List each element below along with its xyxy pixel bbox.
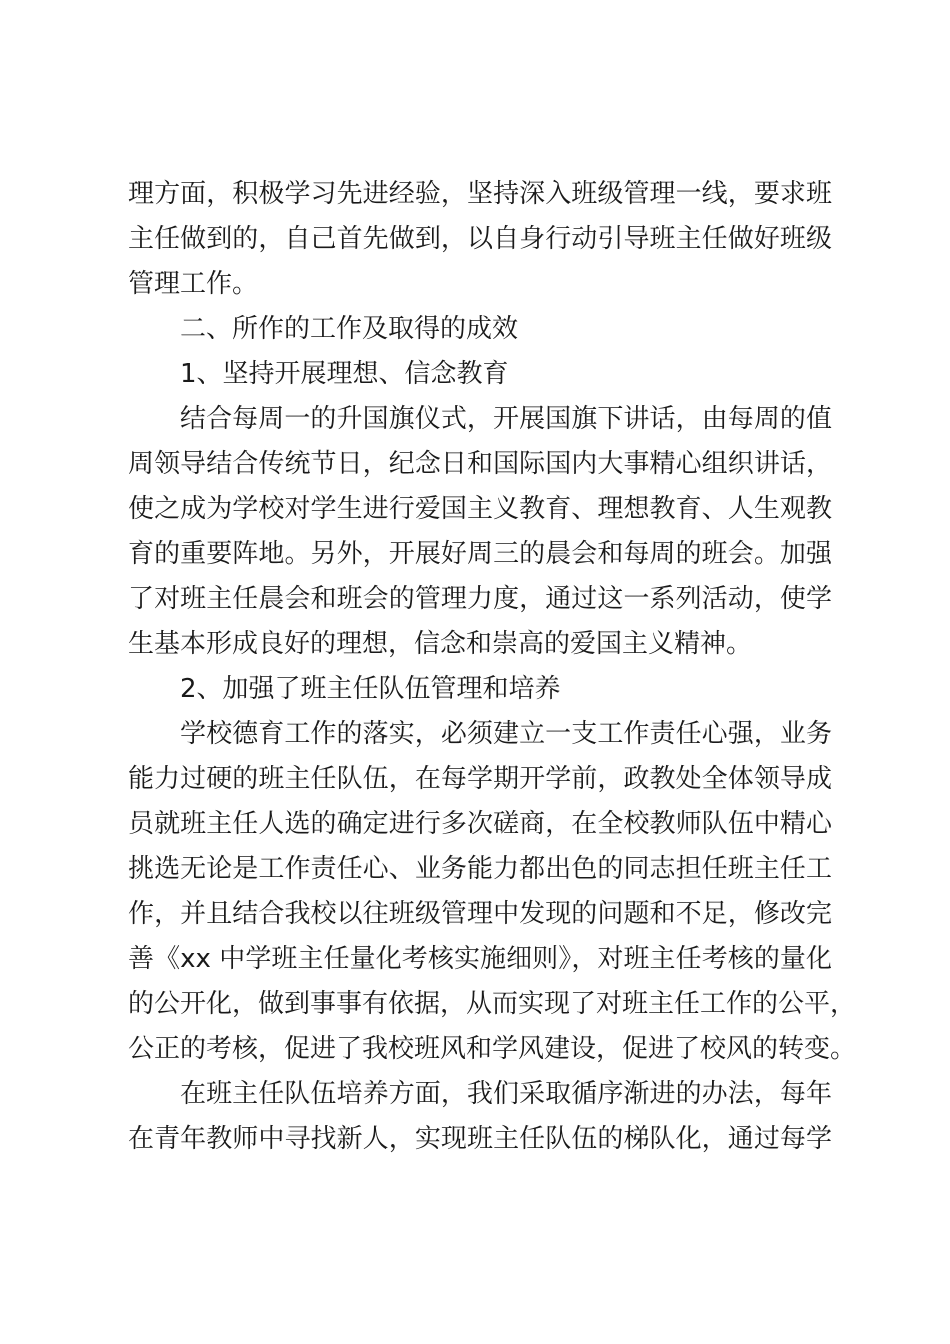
- text-line: 使之成为学校对学生进行爱国主义教育、理想教育、人生观教: [128, 494, 832, 524]
- text-line: 作，并且结合我校以往班级管理中发现的问题和不足，修改完: [128, 899, 832, 929]
- text-line: 了对班主任晨会和班会的管理力度，通过这一系列活动，使学: [128, 584, 832, 614]
- text-line: 员就班主任人选的确定进行多次磋商，在全校教师队伍中精心: [128, 809, 832, 839]
- text-line: 的公开化，做到事事有依据，从而实现了对班主任工作的公平，: [128, 989, 857, 1019]
- text-line: 在班主任队伍培养方面，我们采取循序渐进的办法，每年: [180, 1079, 832, 1109]
- text-line: 在青年教师中寻找新人，实现班主任队伍的梯队化，通过每学: [128, 1124, 832, 1154]
- text-line: 结合每周一的升国旗仪式，开展国旗下讲话，由每周的值: [180, 404, 832, 434]
- text-line: 管理工作。: [128, 269, 259, 299]
- text-line: 善《xx 中学班主任量化考核实施细则》，对班主任考核的量化: [128, 944, 832, 974]
- text-line: 学校德育工作的落实，必须建立一支工作责任心强，业务: [180, 719, 832, 749]
- text-line: 公正的考核，促进了我校班风和学风建设，促进了校风的转变。: [128, 1034, 857, 1064]
- text-line: 二、所作的工作及取得的成效: [180, 314, 519, 344]
- document-body: [128, 172, 857, 1162]
- text-line: 育的重要阵地。另外，开展好周三的晨会和每周的班会。加强: [128, 539, 832, 569]
- text-line: 主任做到的，自己首先做到，以自身行动引导班主任做好班级: [128, 224, 832, 254]
- text-line: 能力过硬的班主任队伍，在每学期开学前，政教处全体领导成: [128, 764, 832, 794]
- text-line: 周领导结合传统节日，纪念日和国际国内大事精心组织讲话，: [128, 449, 832, 479]
- text-line: 挑选无论是工作责任心、业务能力都出色的同志担任班主任工: [128, 854, 832, 884]
- text-line: 1、坚持开展理想、信念教育: [180, 359, 509, 389]
- text-line: 理方面，积极学习先进经验，坚持深入班级管理一线，要求班: [128, 179, 832, 209]
- text-line: 生基本形成良好的理想，信念和崇高的爱国主义精神。: [128, 629, 753, 659]
- text-line: 2、加强了班主任队伍管理和培养: [180, 674, 561, 704]
